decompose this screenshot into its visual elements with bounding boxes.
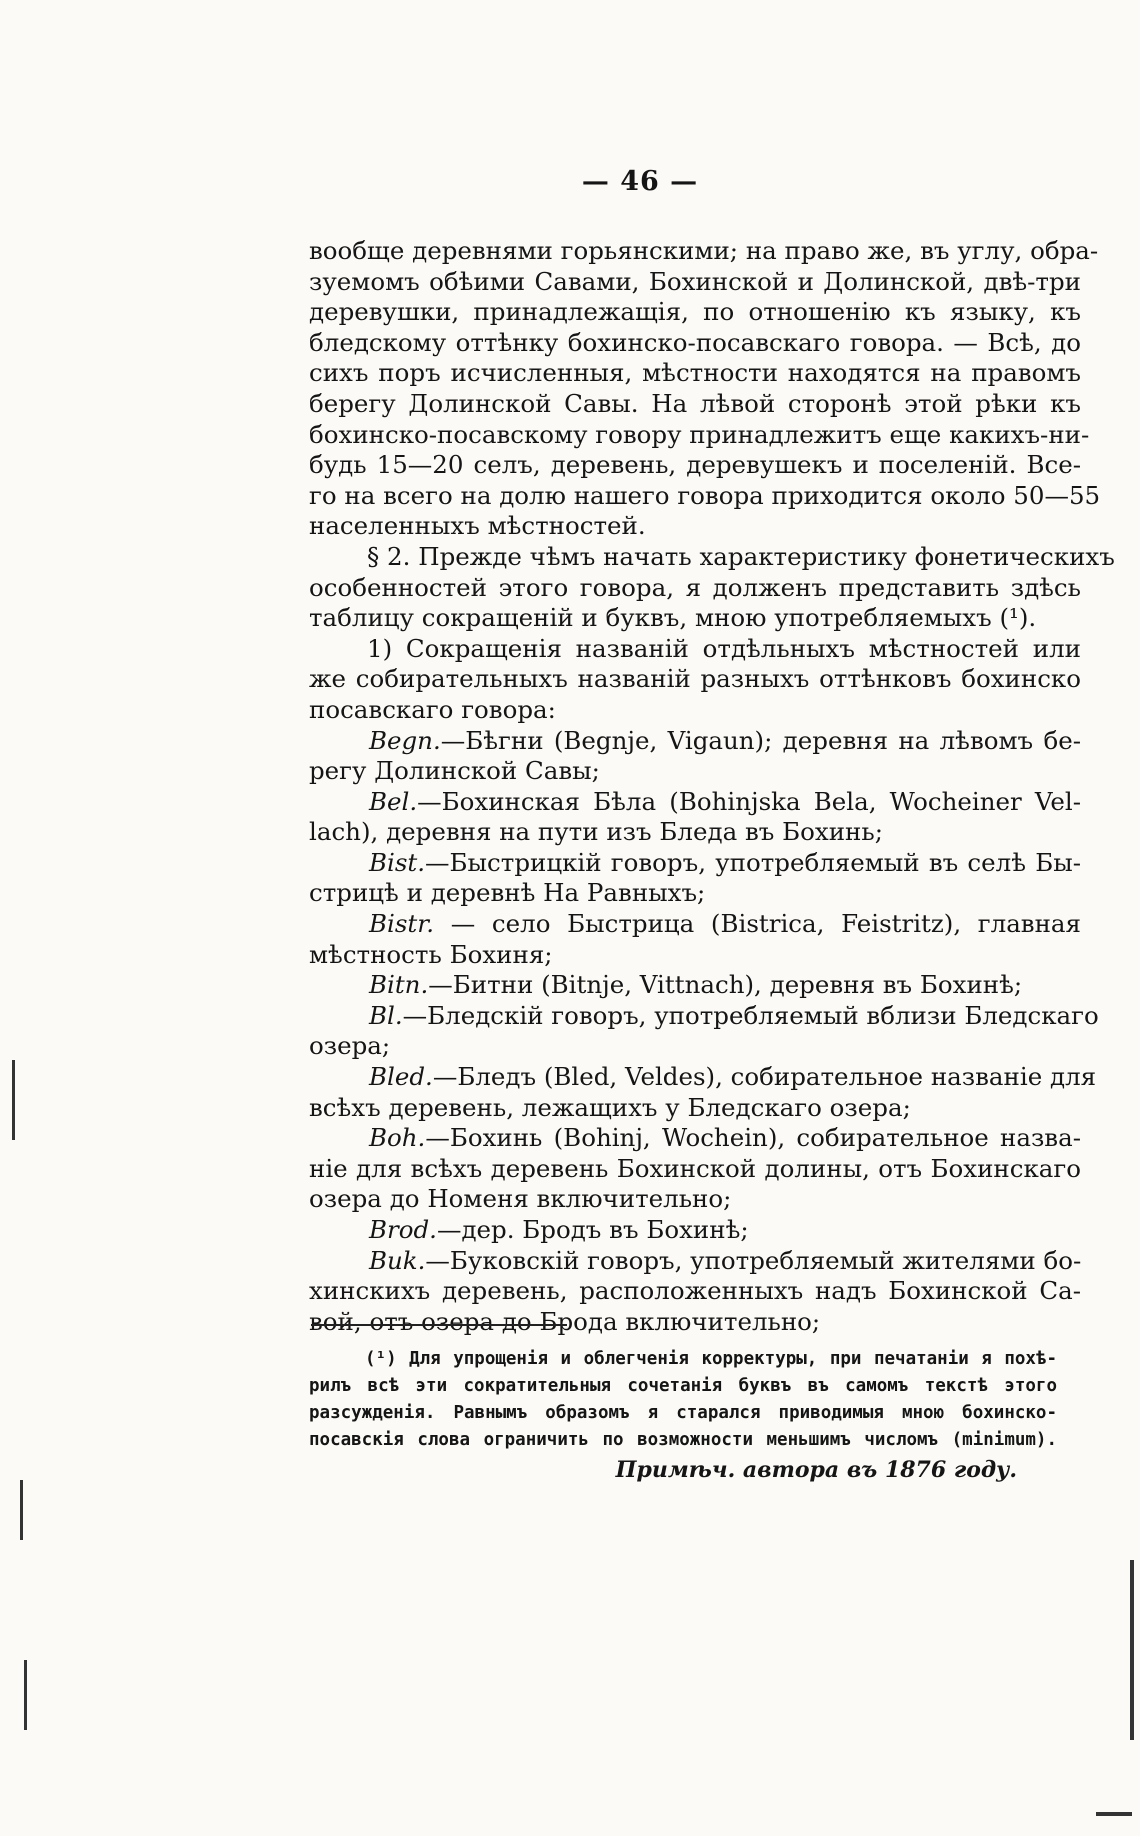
abbreviation-entry [309, 909, 1081, 970]
scan-edge-mark [20, 1480, 23, 1540]
text-line: го на всего на долю нашего говора приходится около 50—55 [309, 480, 1101, 510]
entry-text: всѣхъ деревень, лежащихъ у Бледскаго озера; [309, 1092, 911, 1122]
entry-abbreviation: Bel. [369, 786, 418, 816]
footnote-line: разсужденія. Равнымъ образомъ я старался приводимыя мною бохинско- [309, 1403, 1057, 1423]
abbreviation-list [309, 725, 1099, 1338]
entry-text: lach), деревня на пути изъ Бледа въ Бохинь; [309, 817, 883, 847]
body-text [309, 236, 1115, 1337]
footnote [309, 1346, 1057, 1484]
entry-line [309, 787, 1081, 818]
footnote-line: рилъ всѣ эти сократительныя сочетанія буквъ въ самомъ текстѣ этого [309, 1376, 1057, 1396]
text-line: же собирательныхъ названій разныхъ оттѣнковъ бохинско [309, 664, 1081, 694]
entry-line [309, 817, 1081, 848]
entry-abbreviation: Brod. [369, 1215, 437, 1244]
entry-abbreviation: Boh. [369, 1123, 426, 1153]
entry-text: озера до Номеня включительно; [309, 1184, 732, 1214]
abbreviation-entry [309, 726, 1081, 787]
paragraph-3 [309, 634, 1081, 726]
entry-abbreviation: Begn. [369, 725, 441, 755]
text-line: будь 15—20 селъ, деревень, деревушекъ и поселеній. Все- [309, 450, 1081, 480]
abbreviation-entry [309, 787, 1081, 848]
entry-line [309, 1154, 1081, 1185]
entry-text: — село Быстрица (Bistrica, Feistritz), главная [434, 909, 1081, 939]
abbreviation-entry [309, 848, 1081, 909]
text-line: особенностей этого говора, я долженъ представить здѣсь [309, 572, 1081, 602]
entry-line [309, 848, 1081, 879]
entry-text: —Бохинь (Bohinj, Wochein), собирательное назва- [425, 1123, 1081, 1153]
entry-text: вой, отъ озера до Брода включительно; [309, 1306, 821, 1336]
entry-text: —Бохинская Бѣла (Bohinjska Bela, Wocheiner Vel- [417, 786, 1081, 816]
entry-line [309, 1246, 1081, 1277]
entry-abbreviation: Bist. [369, 847, 426, 877]
text-line: берегу Долинской Савы. На лѣвой сторонѣ этой рѣки къ [309, 388, 1081, 418]
entry-line [309, 909, 1081, 940]
footnote-line: (¹) Для упрощенія и облегченія корректуры, при печатаніи я похѣ- [365, 1349, 1057, 1369]
entry-text: —дер. Бродъ въ Бохинѣ; [436, 1215, 749, 1244]
text-line: вообще деревнями горьянскими; на право же, въ углу, обра- [309, 236, 1099, 265]
text-line: населенныхъ мѣстностей. [309, 511, 646, 541]
abbreviation-entry [309, 1215, 1081, 1246]
paragraph-2 [309, 541, 1115, 634]
entry-text: хинскихъ деревень, расположенныхъ надъ Бохинской Са- [309, 1276, 1081, 1306]
entry-line [309, 940, 1081, 971]
entry-line [309, 756, 1081, 787]
abbreviation-entry [309, 970, 1081, 1001]
entry-abbreviation: Bl. [369, 1000, 403, 1030]
entry-text: —Бледъ (Bled, Veldes), собирательное названіе для [432, 1062, 1097, 1092]
text-line: зуемомъ обѣими Савами, Бохинской и Долинской, двѣ-три [309, 266, 1081, 296]
entry-line [309, 878, 1081, 909]
text-line: 1) Сокращенія названій отдѣльныхъ мѣстностей или [367, 633, 1081, 663]
entry-text: ніе для всѣхъ деревень Бохинской долины, отъ Бохинскаго [309, 1153, 1081, 1183]
entry-line [309, 1184, 1081, 1215]
entry-abbreviation: Buk. [369, 1245, 426, 1275]
entry-abbreviation: Bitn. [369, 970, 429, 1000]
abbreviation-entry [309, 1123, 1081, 1215]
entry-text: мѣстность Бохиня; [309, 939, 553, 969]
scan-edge-mark [1130, 1560, 1134, 1740]
text-line: бледскому оттѣнку бохинско-посавскаго говора. — Всѣ, до [309, 327, 1081, 357]
footnote-line: посавскія слова ограничить по возможности меньшимъ числомъ (minimum). [309, 1430, 1057, 1450]
entry-text: регу Долинской Савы; [309, 756, 600, 786]
entry-line [309, 726, 1081, 757]
entry-line [309, 1307, 1081, 1338]
scan-edge-mark [12, 1060, 15, 1140]
page-number: — 46 — [581, 166, 699, 197]
footnote-divider [311, 1324, 567, 1326]
entry-line [309, 1123, 1081, 1154]
entry-text: —Битни (Bitnje, Vittnach), деревня въ Бохинѣ; [428, 970, 1023, 1000]
entry-text: —Быстрицкій говоръ, употребляемый въ селѣ Бы- [425, 847, 1081, 877]
entry-line [309, 1031, 1081, 1062]
entry-text: стрицѣ и деревнѣ На Равныхъ; [309, 878, 706, 908]
paragraph-1 [309, 236, 1101, 542]
text-line: посавскаго говора: [309, 694, 556, 724]
entry-line [309, 1062, 1097, 1093]
text-line: § 2. Прежде чѣмъ начать характеристику фонетическихъ [367, 541, 1115, 571]
entry-line [309, 1000, 1099, 1032]
entry-abbreviation: Bistr. [369, 909, 435, 939]
abbreviation-entry [309, 1062, 1097, 1123]
scan-edge-mark [1096, 1812, 1132, 1816]
text-line: бохинско-посавскому говору принадлежитъ еще какихъ-ни- [309, 419, 1090, 449]
entry-abbreviation: Bled. [369, 1062, 433, 1092]
text-line: сихъ поръ исчисленныя, мѣстности находятся на правомъ [309, 358, 1081, 388]
entry-line [309, 1276, 1081, 1307]
entry-line [309, 1215, 1081, 1246]
entry-line [309, 1093, 1081, 1124]
entry-text: —Бѣгни (Begnje, Vigaun); деревня на лѣвомъ бе- [440, 725, 1081, 755]
text-line: деревушки, принадлежащія, по отношенію къ языку, къ [309, 297, 1081, 327]
entry-text: озера; [309, 1031, 391, 1061]
text-line: таблицу сокращеній и буквъ, мною употребляемыхъ (¹). [309, 603, 1037, 633]
footnote-signature: Примѣч. автора въ 1876 году. [615, 1457, 1017, 1483]
entry-line [309, 970, 1081, 1001]
entry-text: —Бледскій говоръ, употребляемый вблизи Бледскаго [402, 1000, 1099, 1030]
entry-text: —Буковскій говоръ, употребляемый жителями бо- [425, 1245, 1082, 1275]
abbreviation-entry [309, 1000, 1099, 1062]
scan-edge-mark [24, 1660, 27, 1730]
